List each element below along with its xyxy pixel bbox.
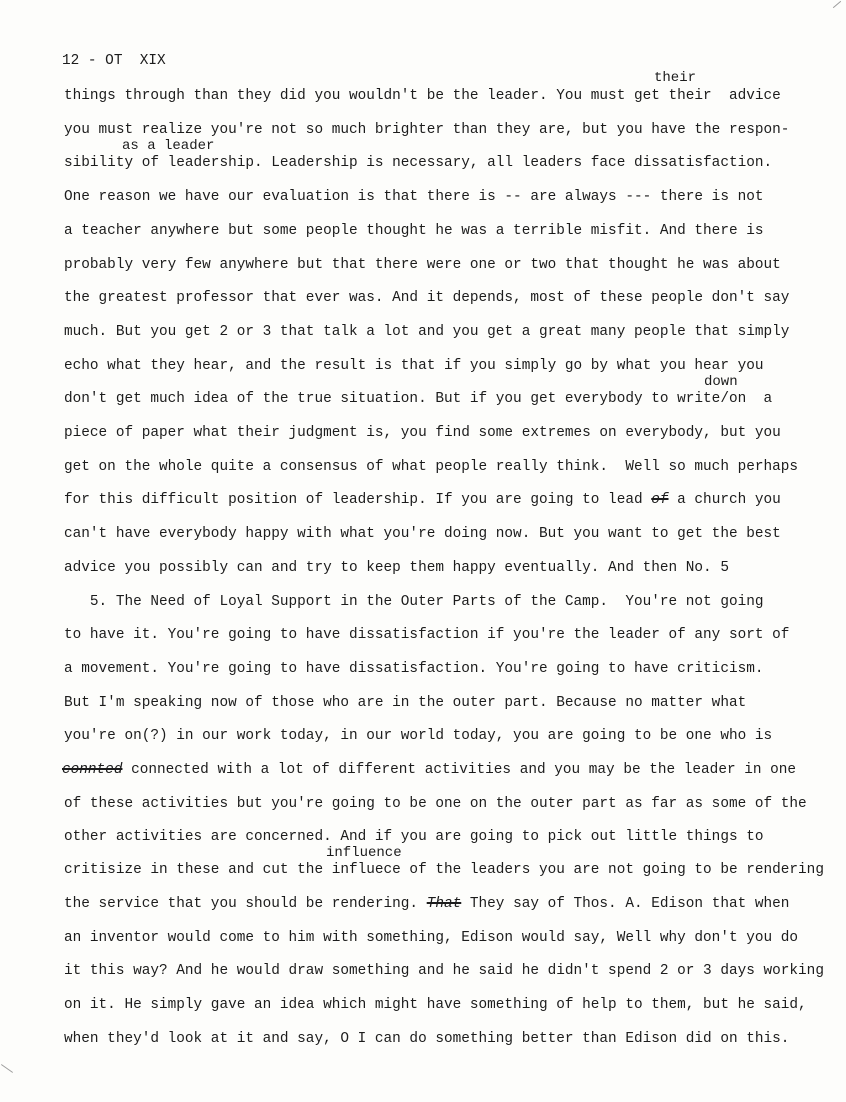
line-text-after: connected with a lot of different activities and you may be the leader in one [122, 762, 797, 778]
text-line-1: things through than they did you wouldn't be the leader. You must get their advice [64, 88, 781, 104]
struck-out-word: That [426, 896, 462, 912]
text-line-4: One reason we have our evaluation is that there is -- are always --- there is not [64, 189, 764, 205]
text-line-23: other activities are concerned. And if you are going to pick out little things to [64, 829, 764, 845]
text-line-20: you're on(?) in our work today, in our world today, you are going to be one who is [64, 728, 773, 744]
text-line-21 [62, 762, 796, 779]
text-line-29: when they'd look at it and say, O I can do something better than Edison did on this. [64, 1031, 790, 1047]
text-line-22: of these activities but you're going to be one on the outer part as far as some of the [64, 796, 807, 812]
text-line-19: But I'm speaking now of those who are in the outer part. Because no matter what [64, 695, 747, 711]
text-line-7: the greatest professor that ever was. And it depends, most of these people don't say [64, 290, 790, 306]
struck-out-word: connted [62, 762, 123, 778]
scan-edge-mark [1, 1064, 13, 1073]
text-line-9: echo what they hear, and the result is that if you simply go by what you hear you [64, 358, 764, 374]
text-line-10: don't get much idea of the true situation. But if you get everybody to write/on a [64, 391, 773, 407]
text-line-2: you must realize you're not so much brighter than they are, but you have the respon- [64, 122, 790, 138]
text-line-16: 5. The Need of Loyal Support in the Outer Parts of the Camp. You're not going [64, 594, 764, 610]
line-text-after: They say of Thos. A. Edison that when [461, 896, 790, 912]
text-line-17: to have it. You're going to have dissatisfaction if you're the leader of any sort of [64, 627, 790, 643]
text-line-18: a movement. You're going to have dissatisfaction. You're going to have criticism. [64, 661, 764, 677]
text-line-3: sibility of leadership. Leadership is necessary, all leaders face dissatisfaction. [64, 155, 773, 171]
struck-out-word: of [651, 492, 669, 508]
text-line-11: piece of paper what their judgment is, you find some extremes on everybody, but you [64, 425, 781, 441]
text-line-27: it this way? And he would draw something and he said he didn't spend 2 or 3 days working [64, 963, 824, 979]
text-line-28: on it. He simply gave an idea which might have something of help to them, but he said, [64, 997, 807, 1013]
insertion-as-a-leader: as a leader [122, 138, 215, 154]
insertion-down: down [704, 374, 738, 390]
insertion-their: their [654, 70, 697, 86]
line-text-before: for this difficult position of leadership. If you are going to lead [64, 492, 652, 508]
text-line-24: critisize in these and cut the influece of the leaders you are not going to be rendering [64, 862, 824, 878]
text-line-26: an inventor would come to him with something, Edison would say, Well why don't you do [64, 930, 799, 946]
text-line-12: get on the whole quite a consensus of what people really think. Well so much perhaps [64, 459, 799, 475]
text-line-8: much. But you get 2 or 3 that talk a lot and you get a great many people that simply [64, 324, 790, 340]
text-line-25 [64, 896, 789, 913]
insertion-influence: influence [326, 845, 402, 861]
text-line-13 [64, 492, 781, 509]
text-line-15: advice you possibly can and try to keep them happy eventually. And then No. 5 [64, 560, 729, 576]
scan-edge-mark [833, 1, 841, 8]
line-text-after: a church you [668, 492, 781, 508]
text-line-6: probably very few anywhere but that there were one or two that thought he was about [64, 257, 781, 273]
text-line-14: can't have everybody happy with what you're doing now. But you want to get the best [64, 526, 781, 542]
line-text-before: the service that you should be rendering. [64, 896, 427, 912]
text-line-5: a teacher anywhere but some people thought he was a terrible misfit. And there is [64, 223, 764, 239]
page-header: 12 - OT XIX [62, 53, 166, 69]
